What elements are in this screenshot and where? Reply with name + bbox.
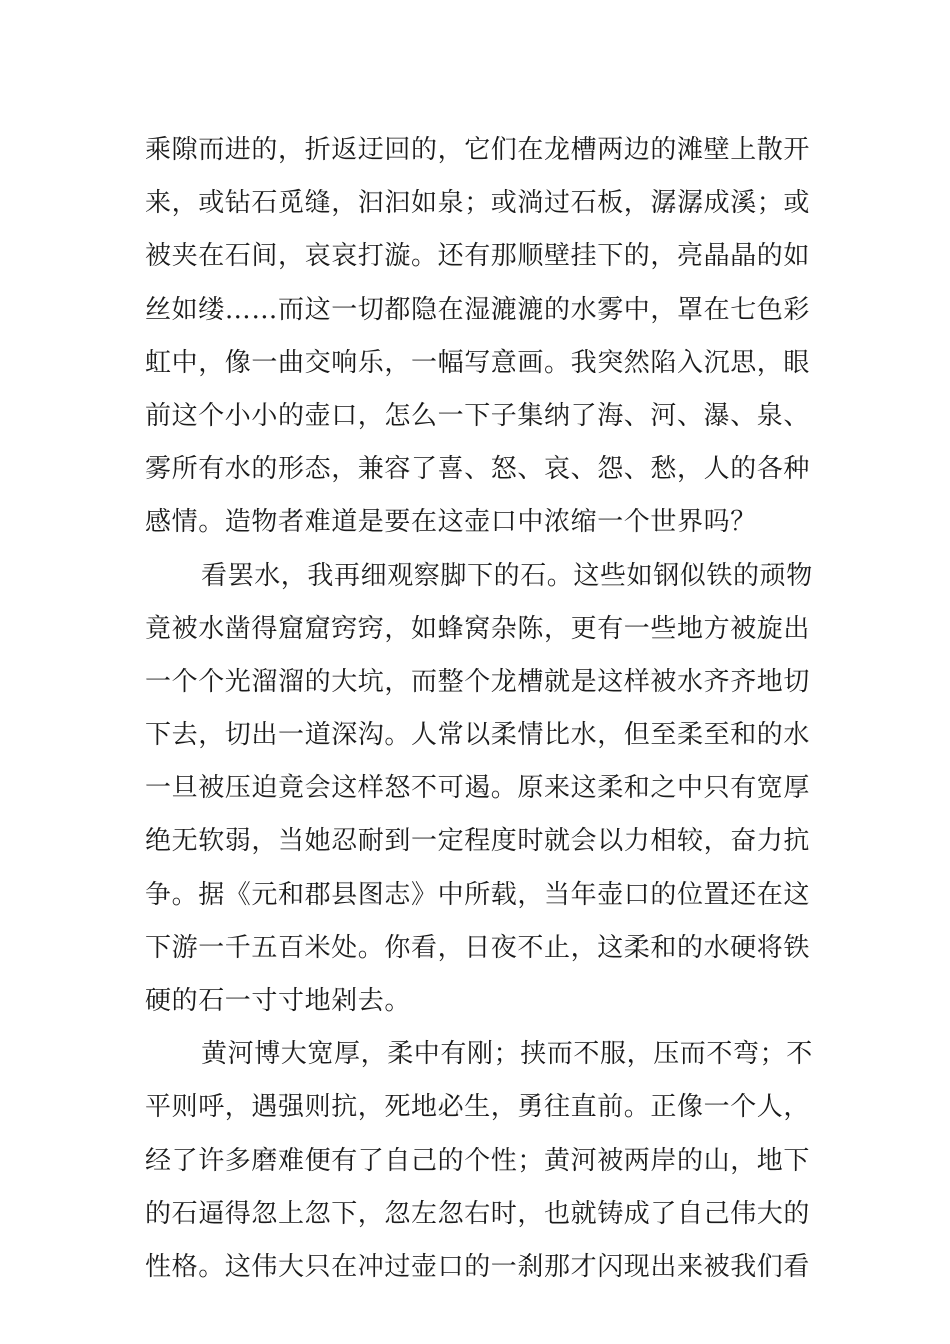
text-line: 平则呼，遇强则抗，死地必生，勇往直前。正像一个人，: [145, 1092, 811, 1123]
text-line: 感情。造物者难道是要在这壶口中浓缩一个世界吗？: [145, 507, 757, 538]
text-line: 经了许多磨难便有了自己的个性；黄河被两岸的山，地下: [145, 1145, 811, 1176]
text-line: 争。据《元和郡县图志》中所载，当年壶口的位置还在这: [145, 879, 811, 910]
text-line: 绝无软弱，当她忍耐到一定程度时就会以力相较，奋力抗: [145, 826, 811, 857]
text-line: 黄河博大宽厚，柔中有刚；挟而不服，压而不弯；不: [201, 1039, 813, 1070]
text-line: 丝如缕……而这一切都隐在湿漉漉的水雾中，罩在七色彩: [145, 294, 811, 325]
text-line: 被夹在石间，哀哀打漩。还有那顺壁挂下的，亮晶晶的如: [145, 241, 811, 272]
text-line: 虹中，像一曲交响乐，一幅写意画。我突然陷入沉思，眼: [145, 347, 811, 378]
text-line: 一个个光溜溜的大坑，而整个龙槽就是这样被水齐齐地切: [145, 666, 811, 697]
text-line: 前这个小小的壶口，怎么一下子集纳了海、河、瀑、泉、: [145, 400, 811, 431]
paragraph: [145, 1028, 813, 1294]
text-line: 性格。这伟大只在冲过壶口的一刹那才闪现出来被我们看: [145, 1251, 811, 1282]
text-line: 来，或钻石觅缝，汩汩如泉；或淌过石板，潺潺成溪；或: [145, 188, 811, 219]
text-line: 看罢水，我再细观察脚下的石。这些如钢似铁的顽物: [201, 560, 813, 591]
text-body: [145, 124, 813, 1294]
text-line: 乘隙而进的，折返迂回的，它们在龙槽两边的滩壁上散开: [145, 135, 811, 165]
text-line: 竟被水凿得窟窟窍窍，如蜂窝杂陈，更有一些地方被旋出: [145, 613, 811, 644]
paragraph: [145, 550, 813, 1029]
text-line: 的石逼得忽上忽下，忽左忽右时，也就铸成了自己伟大的: [145, 1198, 811, 1229]
text-line: 雾所有水的形态，兼容了喜、怒、哀、怨、愁，人的各种: [145, 454, 811, 485]
text-line: 硬的石一寸寸地剁去。: [145, 986, 412, 1016]
paragraph: [145, 124, 811, 550]
text-line: 一旦被压迫竟会这样怒不可遏。原来这柔和之中只有宽厚: [145, 773, 811, 804]
text-line: 下游一千五百米处。你看，日夜不止，这柔和的水硬将铁: [145, 932, 811, 963]
text-line: 下去，切出一道深沟。人常以柔情比水，但至柔至和的水: [145, 720, 811, 751]
